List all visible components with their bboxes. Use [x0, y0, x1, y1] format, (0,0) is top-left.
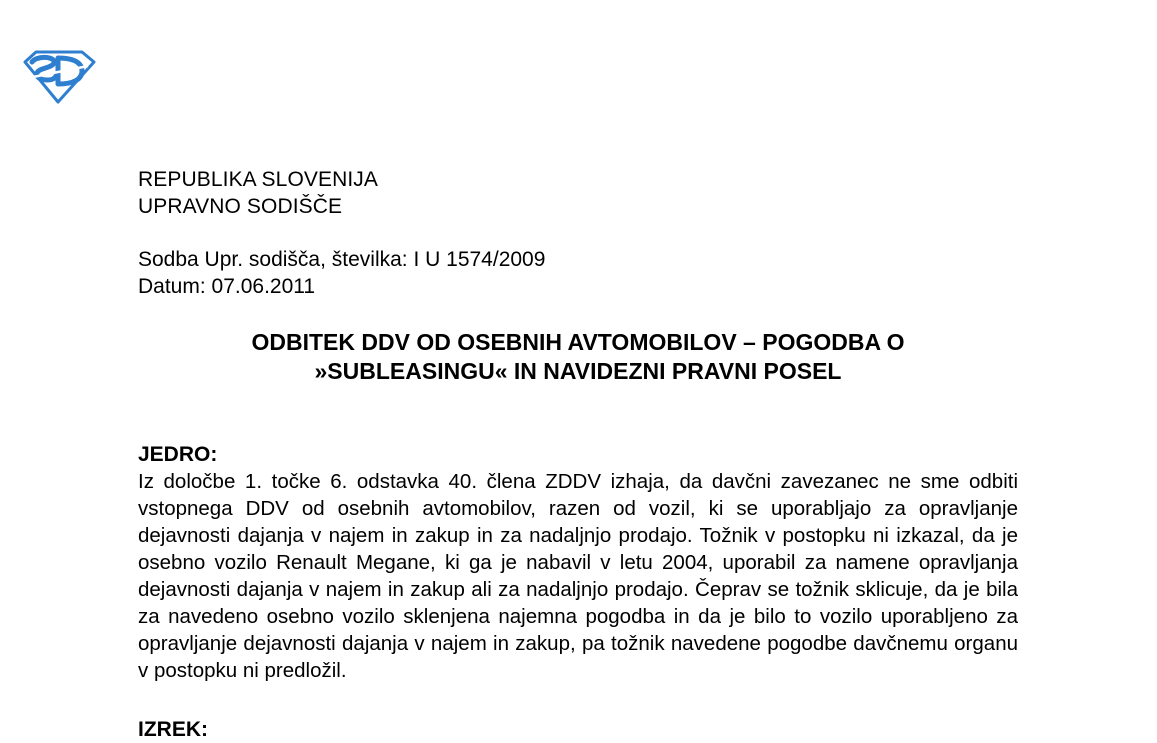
next-section-heading	[138, 718, 208, 743]
jedro-text: Iz določbe 1. točke 6. odstavka 40. člena ZDDV izhaja, da davčni zavezanec ne sme odbiti vstopnega DDV od osebnih avtomobilov, razen od vozil, ki se uporabljajo za opravljanje dejavnosti dajanja v najem in zakup in za nadaljnjo prodajo. Tožnik v postopku ni izkazal, da je osebno vozilo Renault Megane, ki ga je nabavil v letu 2004, uporabil za namene opravljanja dejavnosti dajanja v najem in zakup ali za nadaljnjo prodajo. Čeprav se tožnik sklicuje, da je bila za navedeno osebno vozilo sklenjena najemna pogodba in da je bilo to vozilo uporabljeno za opravljanje dejavnosti dajanja v najem in zakup, pa tožnik navedene pogodbe davčnemu organu v postopku ni predložil.	[138, 470, 1018, 682]
title-line-2: »SUBLEASINGU« IN NAVIDEZNI PRAVNI POSEL	[314, 358, 842, 384]
case-number: Sodba Upr. sodišča, številka: I U 1574/2009	[138, 248, 546, 271]
document-title	[138, 328, 1018, 386]
case-date: Datum: 07.06.2011	[138, 275, 316, 298]
next-section-heading-text: IZREK:	[138, 718, 208, 741]
jedro-heading: JEDRO:	[138, 443, 218, 466]
court-country: REPUBLIKA SLOVENIJA	[138, 168, 378, 191]
court-name: UPRAVNO SODIŠČE	[138, 195, 343, 218]
case-info	[138, 246, 545, 300]
court-logo-icon	[22, 48, 96, 104]
title-line-1: ODBITEK DDV OD OSEBNIH AVTOMOBILOV – POGODBA O	[251, 329, 905, 355]
court-header	[138, 166, 378, 220]
